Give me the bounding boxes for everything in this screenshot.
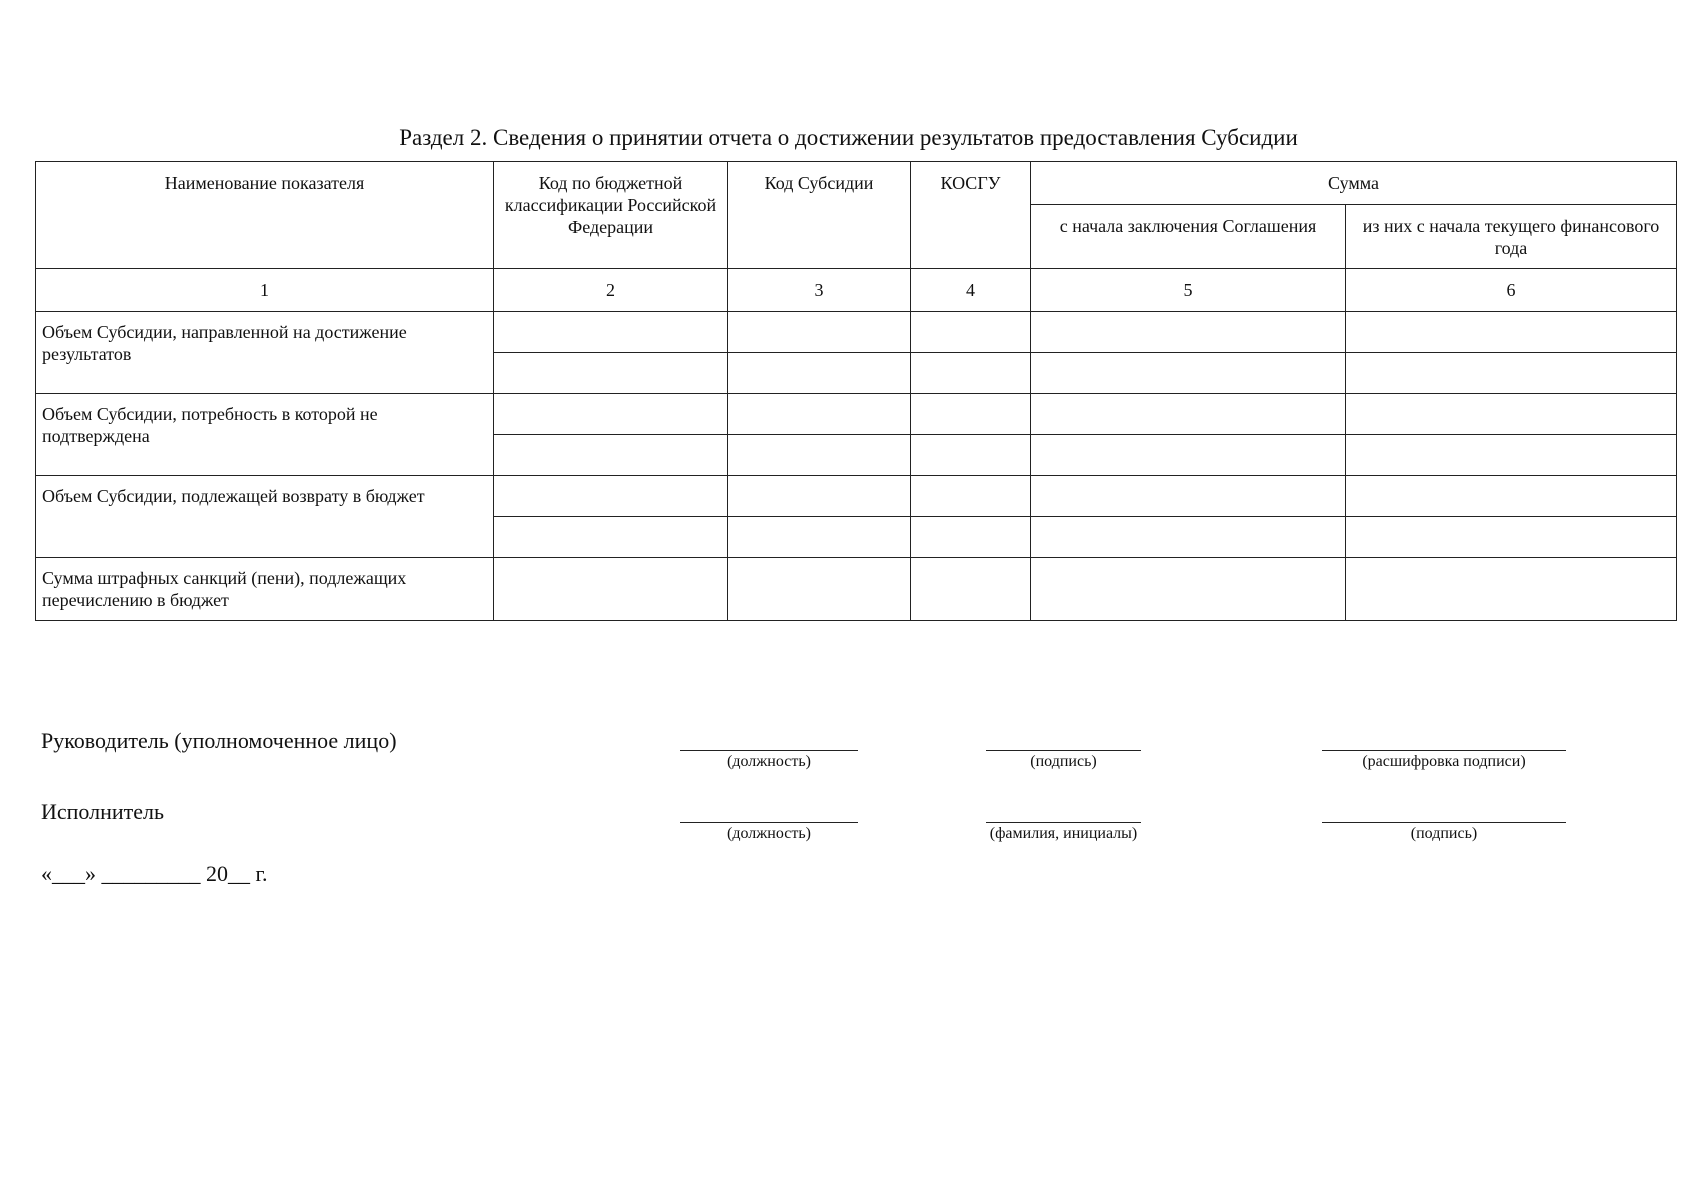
- executor-name-line[interactable]: [986, 822, 1141, 823]
- header-indicator: Наименование показателя: [36, 162, 494, 269]
- table-cell[interactable]: [1346, 353, 1677, 394]
- table-row: [36, 312, 1677, 353]
- executor-label: Исполнитель: [41, 799, 165, 824]
- executor-position-line[interactable]: [680, 822, 858, 823]
- table-cell[interactable]: [911, 435, 1031, 476]
- table-cell[interactable]: [728, 435, 911, 476]
- table-cell[interactable]: [911, 394, 1031, 435]
- table-cell[interactable]: [911, 312, 1031, 353]
- table-cell[interactable]: [1031, 394, 1346, 435]
- head-decoding-caption: (расшифровка подписи): [1362, 753, 1526, 770]
- table-cell[interactable]: [1031, 558, 1346, 621]
- table-cell[interactable]: [494, 394, 728, 435]
- column-number: 6: [1346, 269, 1677, 312]
- table-cell[interactable]: [728, 517, 911, 558]
- column-number: 3: [728, 269, 911, 312]
- table-row: [36, 558, 1677, 621]
- head-label: Руководитель (уполномоченное лицо): [41, 728, 397, 753]
- executor-name-caption: (фамилия, инициалы): [989, 825, 1138, 842]
- report-table: [35, 161, 1677, 621]
- column-number: 4: [911, 269, 1031, 312]
- table-cell[interactable]: [1346, 476, 1677, 517]
- row-label: Объем Субсидии, подлежащей возврату в бюджет: [36, 476, 494, 558]
- header-subsidy-code: Код Субсидии: [728, 162, 911, 269]
- table-cell[interactable]: [911, 476, 1031, 517]
- head-signature-caption: (подпись): [1030, 753, 1097, 770]
- table-cell[interactable]: [1346, 435, 1677, 476]
- header-sum: Сумма: [1031, 162, 1677, 205]
- table-cell[interactable]: [728, 353, 911, 394]
- table-cell[interactable]: [728, 558, 911, 621]
- table-cell[interactable]: [494, 517, 728, 558]
- head-decoding-line[interactable]: [1322, 750, 1566, 751]
- date-field[interactable]: «___» _________ 20__ г.: [41, 861, 268, 886]
- table-cell[interactable]: [1031, 476, 1346, 517]
- table-cell[interactable]: [1346, 517, 1677, 558]
- column-number: 5: [1031, 269, 1346, 312]
- header-row: [36, 162, 1677, 205]
- table-cell[interactable]: [911, 353, 1031, 394]
- header-budget-code: Код по бюджетной классификации Российской Федерации: [494, 162, 728, 269]
- page-title: Раздел 2. Сведения о принятии отчета о достижении результатов предоставления Субсидии: [399, 125, 1298, 150]
- table-row: [36, 394, 1677, 435]
- executor-position-caption: (должность): [727, 825, 811, 842]
- table-cell[interactable]: [494, 476, 728, 517]
- executor-signature-caption: (подпись): [1410, 825, 1478, 842]
- executor-signature-line[interactable]: [1322, 822, 1566, 823]
- table-cell[interactable]: [1346, 394, 1677, 435]
- table-cell[interactable]: [1031, 312, 1346, 353]
- table-cell[interactable]: [728, 312, 911, 353]
- column-number: 2: [494, 269, 728, 312]
- table-cell[interactable]: [728, 476, 911, 517]
- head-position-line[interactable]: [680, 750, 858, 751]
- column-number-row: [36, 269, 1677, 312]
- row-label: Сумма штрафных санкций (пени), подлежащих перечислению в бюджет: [36, 558, 494, 621]
- column-number: 1: [36, 269, 494, 312]
- table-cell[interactable]: [494, 312, 728, 353]
- header-sum-since-agreement: с начала заключения Соглашения: [1031, 205, 1346, 269]
- table-cell[interactable]: [1346, 312, 1677, 353]
- table-cell[interactable]: [494, 558, 728, 621]
- row-label: Объем Субсидии, направленной на достижение результатов: [36, 312, 494, 394]
- table-cell[interactable]: [494, 435, 728, 476]
- table-row: [36, 476, 1677, 517]
- table-cell[interactable]: [1031, 517, 1346, 558]
- table-cell[interactable]: [728, 394, 911, 435]
- header-kosgu: КОСГУ: [911, 162, 1031, 269]
- head-position-caption: (должность): [727, 753, 811, 770]
- table-cell[interactable]: [1031, 353, 1346, 394]
- table-cell[interactable]: [494, 353, 728, 394]
- table-cell[interactable]: [1346, 558, 1677, 621]
- header-sum-current-year: из них с начала текущего финансового года: [1346, 205, 1677, 269]
- table-cell[interactable]: [1031, 435, 1346, 476]
- table-cell[interactable]: [911, 517, 1031, 558]
- row-label: Объем Субсидии, потребность в которой не подтверждена: [36, 394, 494, 476]
- head-signature-line[interactable]: [986, 750, 1141, 751]
- table-cell[interactable]: [911, 558, 1031, 621]
